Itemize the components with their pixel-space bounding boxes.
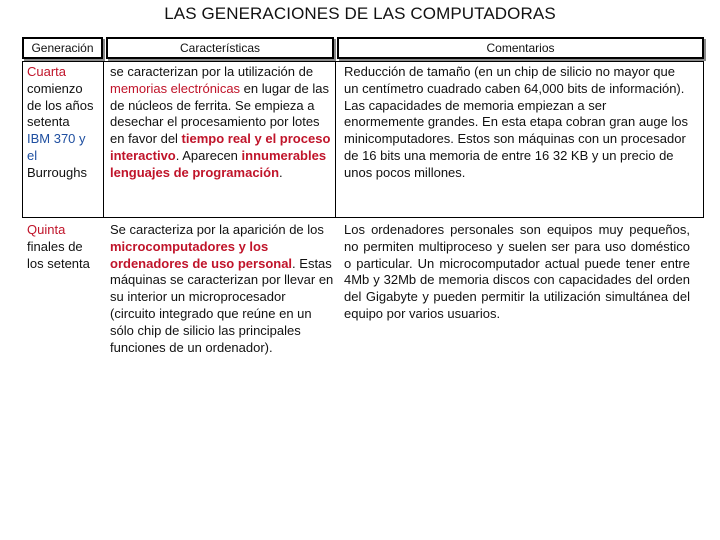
characteristics-text: . Estas máquinas se caracterizan por llevar en su interior un microprocesador (circuito integrado que reúne en un sólo chip de silicio las principales funciones de un ordenador).: [110, 255, 334, 355]
characteristics-highlight: tiempo real y el proceso interactivo: [110, 131, 331, 163]
characteristics-highlight: microcomputadores y los ordenadores de uso personal: [110, 238, 293, 271]
characteristics-text: .: [279, 164, 283, 180]
row-2-comments: Los ordenadores personales son equipos muy pequeños, no permiten multiproceso y suelen ser para uso doméstico o particular. Un microcomputador actual puede tener entre 4Mb y 32Mb de memoria discos con capacidades del orden del Gigabyte y pueden permitir la utilización simultánea del equipo por varios usuarios.: [344, 222, 690, 321]
characteristics-text: Se caracteriza por la aparición de los: [110, 222, 324, 237]
generation-examples: IBM 370 y el: [27, 131, 86, 163]
table-right-border: [703, 61, 704, 218]
characteristics-text: . Aparecen: [175, 147, 242, 163]
characteristics-highlight: memorias electrónicas: [110, 80, 241, 96]
generation-name: Cuarta: [27, 64, 67, 79]
generation-period: finales de los setenta: [27, 238, 90, 271]
header-generation: Generación: [22, 37, 103, 59]
characteristics-text: en lugar de las de núcleos de ferrita. Se empieza a desechar el procesamiento por lotes en favor del: [110, 80, 329, 147]
page-title: LAS GENERACIONES DE LAS COMPUTADORAS: [164, 4, 556, 23]
table-left-border: [22, 61, 23, 218]
generation-examples-continued: Burroughs: [27, 164, 87, 180]
row-1-comments: Reducción de tamaño (en un chip de silicio no mayor que un centímetro cuadrado caben 64,000 bits de información). Las capacidades de memoria empiezan a ser enormemente grandes. En esta etapa cobran gran auge los minicomputadores. Estos son máquinas con un procesador de 16 bits una memoria de entre 16 32 KB y un precio de unos pocos millones.: [344, 64, 689, 180]
table-top-border: [22, 61, 704, 62]
header-comments: Comentarios: [337, 37, 704, 59]
generation-period: comienzo de los años setenta: [27, 80, 94, 130]
column-divider-1: [103, 61, 104, 218]
row-divider: [22, 217, 704, 218]
row-2-generation: [27, 222, 99, 272]
row-1-generation: [27, 64, 99, 182]
row-2-characteristics: [110, 222, 334, 356]
column-divider-2: [335, 61, 336, 218]
characteristics-highlight: innumerables lenguajes de programación: [110, 147, 327, 180]
generation-name: Quinta: [27, 222, 66, 237]
characteristics-text: se caracterizan por la utilización de: [110, 64, 314, 79]
header-characteristics: Características: [106, 37, 334, 59]
row-1-characteristics: [110, 64, 334, 182]
